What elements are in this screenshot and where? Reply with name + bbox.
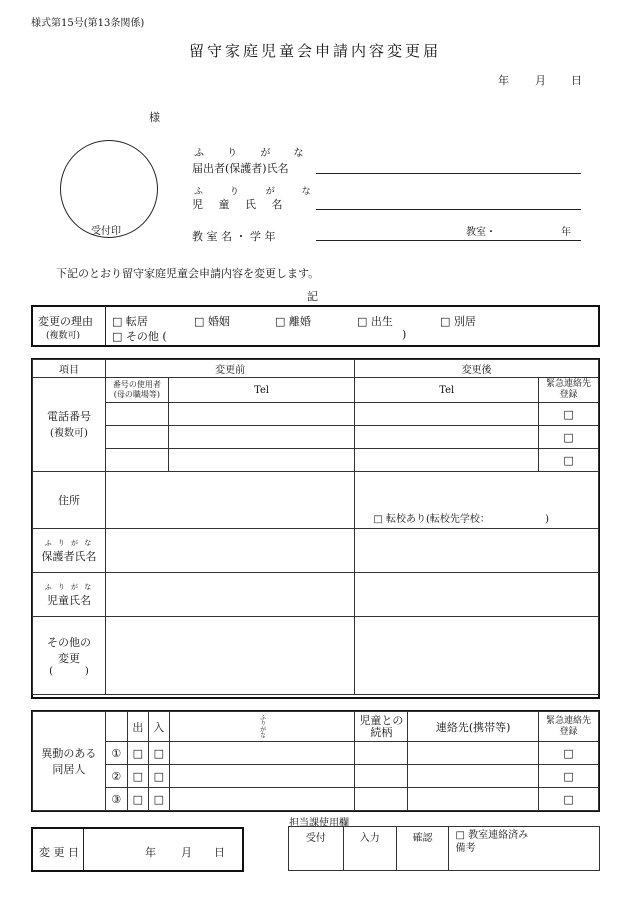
in-checkbox[interactable]: □ [148, 765, 169, 788]
applicant-name-label: 届出者(保護者)氏名 [192, 162, 289, 175]
cohab-emergency-text: 緊急連絡先 [546, 715, 592, 726]
cohab-emergency-header [539, 712, 599, 742]
cohab-label-cell [33, 712, 106, 811]
cohab-label-2: 同居人 [52, 763, 86, 776]
class-suffix: 教室・ [466, 227, 496, 238]
emergency-header [539, 378, 599, 403]
tel-after-header: Tel [355, 378, 539, 403]
child-furigana: ふ り が な [44, 582, 94, 591]
office-notes-cell [449, 827, 600, 871]
contact-cell[interactable] [408, 765, 539, 788]
row-number: ② [105, 765, 127, 788]
col-before-header: 変更前 [105, 360, 354, 378]
address-label: 住所 [33, 472, 106, 529]
out-checkbox[interactable]: □ [127, 742, 148, 765]
page-title: 留守家庭児童会申請内容変更届 [188, 42, 441, 60]
cohab-table [32, 711, 599, 811]
relation-2: 続柄 [370, 725, 393, 739]
other-after-cell[interactable] [355, 617, 599, 695]
ki-label: 記 [307, 290, 318, 303]
office-class-contacted-checkbox[interactable]: □ 教室連絡済み [455, 830, 529, 841]
other-label-cell [33, 617, 106, 695]
phone-sub: (複数可) [50, 428, 88, 439]
cohab-name-cell[interactable] [169, 788, 355, 811]
cohab-furigana-header [169, 712, 355, 742]
guardian-before-cell[interactable] [105, 529, 354, 573]
relation-1: 児童との [359, 713, 404, 727]
office-note-label: 備考 [455, 843, 476, 854]
reason-other-checkbox[interactable]: □ その他 ( [112, 330, 167, 343]
col-after-header: 変更後 [355, 360, 599, 378]
transfer-checkbox[interactable]: □ 転校あり(転校先学校： [373, 514, 490, 525]
guardian-label-cell [33, 529, 106, 573]
address-before-cell[interactable] [105, 472, 354, 529]
tel-before-cell[interactable] [168, 449, 355, 472]
cohab-emergency-sub: 登録 [559, 726, 578, 737]
tel-after-cell[interactable] [355, 403, 539, 426]
child-label-cell [33, 573, 106, 617]
cohab-furigana: ふりがな [258, 714, 266, 738]
tel-after-cell[interactable] [355, 449, 539, 472]
row-number: ① [105, 742, 127, 765]
emergency-sub: 登録 [559, 390, 578, 400]
reason-other-close: ) [402, 328, 407, 341]
reason-move-checkbox[interactable]: □ 転居 [112, 315, 148, 328]
reason-sub: (複数可) [46, 331, 81, 341]
date-year-label: 年 [498, 74, 509, 87]
reason-separation-checkbox[interactable]: □ 別居 [440, 315, 476, 328]
office-col-reception[interactable]: 受付 [289, 827, 344, 871]
cohab-emergency-checkbox[interactable]: □ [539, 765, 599, 788]
relation-cell[interactable] [355, 742, 408, 765]
guardian-label: 保護者氏名 [41, 549, 97, 563]
child-name-field[interactable] [316, 209, 581, 210]
phone-owner-text: 番号の使用者 [112, 380, 161, 389]
applicant-furigana-label: ふ り が な [194, 148, 314, 159]
col-out-header: 出 [127, 712, 148, 742]
reason-divider [105, 306, 106, 346]
class-grade-field[interactable] [316, 240, 581, 241]
cohab-label-1: 異動のある [41, 747, 97, 760]
office-use-table [288, 826, 600, 871]
contact-cell[interactable] [408, 742, 539, 765]
change-date-day[interactable]: 日 [214, 846, 225, 859]
col-item-header: 項目 [33, 360, 106, 378]
guardian-after-cell[interactable] [355, 529, 599, 573]
office-use-title: 担当課使用欄 [289, 818, 349, 829]
out-checkbox[interactable]: □ [127, 765, 148, 788]
contact-cell[interactable] [408, 788, 539, 811]
tel-before-cell[interactable] [168, 426, 355, 449]
phone-owner-cell[interactable] [105, 426, 168, 449]
tel-before-header: Tel [168, 378, 355, 403]
in-checkbox[interactable]: □ [148, 742, 169, 765]
cohab-name-cell[interactable] [169, 765, 355, 788]
class-grade-label: 教 室 名 ・ 学 年 [192, 230, 276, 243]
emergency-checkbox[interactable]: □ [539, 426, 599, 449]
address-after-cell[interactable] [355, 472, 599, 529]
contact-header: 連絡先(携帯等) [408, 712, 539, 742]
phone-label: 電話番号 [46, 410, 91, 423]
relation-header [355, 712, 408, 742]
applicant-name-field[interactable] [316, 173, 581, 174]
phone-owner-cell[interactable] [105, 403, 168, 426]
cohab-name-cell[interactable] [169, 742, 355, 765]
phone-label-cell [33, 378, 106, 472]
other-label-2: 変更 [57, 652, 80, 665]
cohab-emergency-checkbox[interactable]: □ [539, 742, 599, 765]
child-label: 児童氏名 [46, 593, 91, 607]
date-month-label: 月 [535, 74, 546, 87]
emergency-checkbox[interactable]: □ [539, 403, 599, 426]
out-checkbox[interactable]: □ [127, 788, 148, 811]
main-change-table [32, 359, 599, 695]
addressee-suffix: 様 [149, 111, 160, 124]
reason-marriage-checkbox[interactable]: □ 婚姻 [194, 315, 230, 328]
child-before-cell[interactable] [105, 573, 354, 617]
intro-text: 下記のとおり留守家庭児童会申請内容を変更します。 [56, 267, 320, 280]
relation-cell[interactable] [355, 765, 408, 788]
tel-before-cell[interactable] [168, 403, 355, 426]
other-label-1: その他の [46, 636, 91, 649]
transfer-close: ) [545, 514, 550, 525]
reason-birth-checkbox[interactable]: □ 出生 [357, 315, 393, 328]
change-date-label: 変 更 日 [39, 846, 79, 859]
phone-owner-header [105, 378, 168, 403]
in-checkbox[interactable]: □ [148, 788, 169, 811]
cohab-blank-header [105, 712, 127, 742]
reason-divorce-checkbox[interactable]: □ 離婚 [275, 315, 311, 328]
change-date-divider [83, 829, 84, 870]
office-col-confirm[interactable]: 確認 [396, 827, 449, 871]
guardian-furigana: ふ り が な [44, 538, 94, 547]
row-number: ③ [105, 788, 127, 811]
change-date-month[interactable]: 月 [181, 846, 192, 859]
child-after-cell[interactable] [355, 573, 599, 617]
child-name-label: 児 童 氏 名 [192, 198, 289, 211]
other-before-cell[interactable] [105, 617, 354, 695]
tel-after-cell[interactable] [355, 426, 539, 449]
emergency-checkbox[interactable]: □ [539, 449, 599, 472]
grade-suffix: 年 [561, 227, 571, 238]
change-date-year[interactable]: 年 [145, 846, 156, 859]
reason-label: 変更の理由 [38, 315, 93, 328]
date-day-label: 日 [571, 74, 582, 87]
office-col-input[interactable]: 入力 [343, 827, 396, 871]
child-furigana-label: ふ り が な [194, 187, 323, 197]
emergency-text: 緊急連絡先 [546, 379, 592, 389]
other-paren: ( ) [49, 666, 89, 677]
form-number: 様式第15号(第13条関係) [31, 18, 145, 29]
cohab-emergency-checkbox[interactable]: □ [539, 788, 599, 811]
col-in-header: 入 [148, 712, 169, 742]
phone-owner-sub: (母の職場等) [113, 390, 160, 399]
phone-owner-cell[interactable] [105, 449, 168, 472]
stamp-label: 受付印 [91, 226, 121, 237]
relation-cell[interactable] [355, 788, 408, 811]
